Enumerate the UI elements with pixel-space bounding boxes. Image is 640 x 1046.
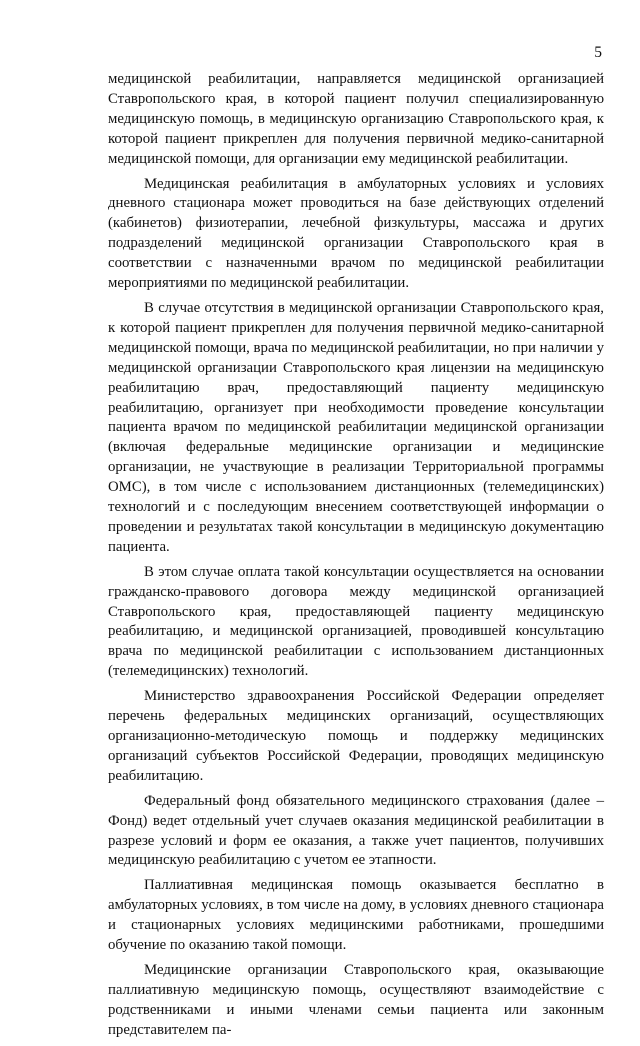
paragraph-5: Министерство здравоохранения Российской Федерации определяет перечень федеральных медицинских организаций, осуществляющих организационно-методическую помощь и поддержку медицинских организаций субъектов Российской Федерации, проводящих медицинскую реабилитацию. [108,688,604,784]
paragraph-6: Федеральный фонд обязательного медицинского страхования (далее – Фонд) ведет отдельный учет случаев оказания медицинской реабилитации в разрезе условий и форм ее оказания, а также учет пациентов, получивших медицинскую реабилитацию с учетом ее этапности. [108,792,604,869]
paragraph-2: Медицинская реабилитация в амбулаторных условиях и условиях дневного стационара может проводиться на базе действующих отделений (кабинетов) физиотерапии, лечебной физкультуры, массажа и других подразделений медицинской организации Ставропольского края в соответствии с назначенными врачом по медицинской реабилитации мероприятиями по медицинской реабилитации. [108,175,604,292]
paragraph-3: В случае отсутствия в медицинской организации Ставропольского края, к которой пациент прикреплен для получения первичной медико-санитарной медицинской помощи, врача по медицинской реабилитации, но при наличии у медицинской организации Ставропольского края лицензии на медицинскую реабилитацию врач, предоставляющий пациенту медицинскую реабилитацию, организует при необходимости проведение консультации пациента врачом по медицинской реабилитации медицинской организации (включая федеральные медицинские организации и медицинские организации, не участвующие в реализации Территориальной программы ОМС), в том числе с использованием дистанционных (телемедицинских) технологий и с последующим внесением соответствующей информации о проведении и результатах такой консультации в медицинскую документацию пациента. [108,299,604,555]
page-number: 5 [594,44,602,61]
paragraph-4: В этом случае оплата такой консультации осуществляется на основании гражданско-правового договора между медицинской организацией Ставропольского края, предоставляющей пациенту медицинскую реабилитацию, и медицинской организацией, проводившей консультацию врача по медицинской реабилитации с использованием дистанционных (телемедицинских) технологий. [108,563,604,680]
paragraph-1: медицинской реабилитации, направляется медицинской организацией Ставропольского края, в которой пациент получил специализированную медицинскую помощь, в медицинскую организацию Ставропольского края, к которой пациент прикреплен для получения первичной медико-санитарной медицинской помощи, для организации ему медицинской реабилитации. [108,71,604,167]
document-body [108,70,604,1046]
paragraph-8: Медицинские организации Ставропольского края, оказывающие паллиативную медицинскую помощь, осуществляют взаимодействие с родственниками и иными членами семьи пациента или законным представителем па- [108,961,604,1038]
paragraph-7: Паллиативная медицинская помощь оказывается бесплатно в амбулаторных условиях, в том числе на дому, в условиях дневного стационара и стационарных условиях медицинскими работниками, прошедшими обучение по оказанию такой помощи. [108,877,604,954]
